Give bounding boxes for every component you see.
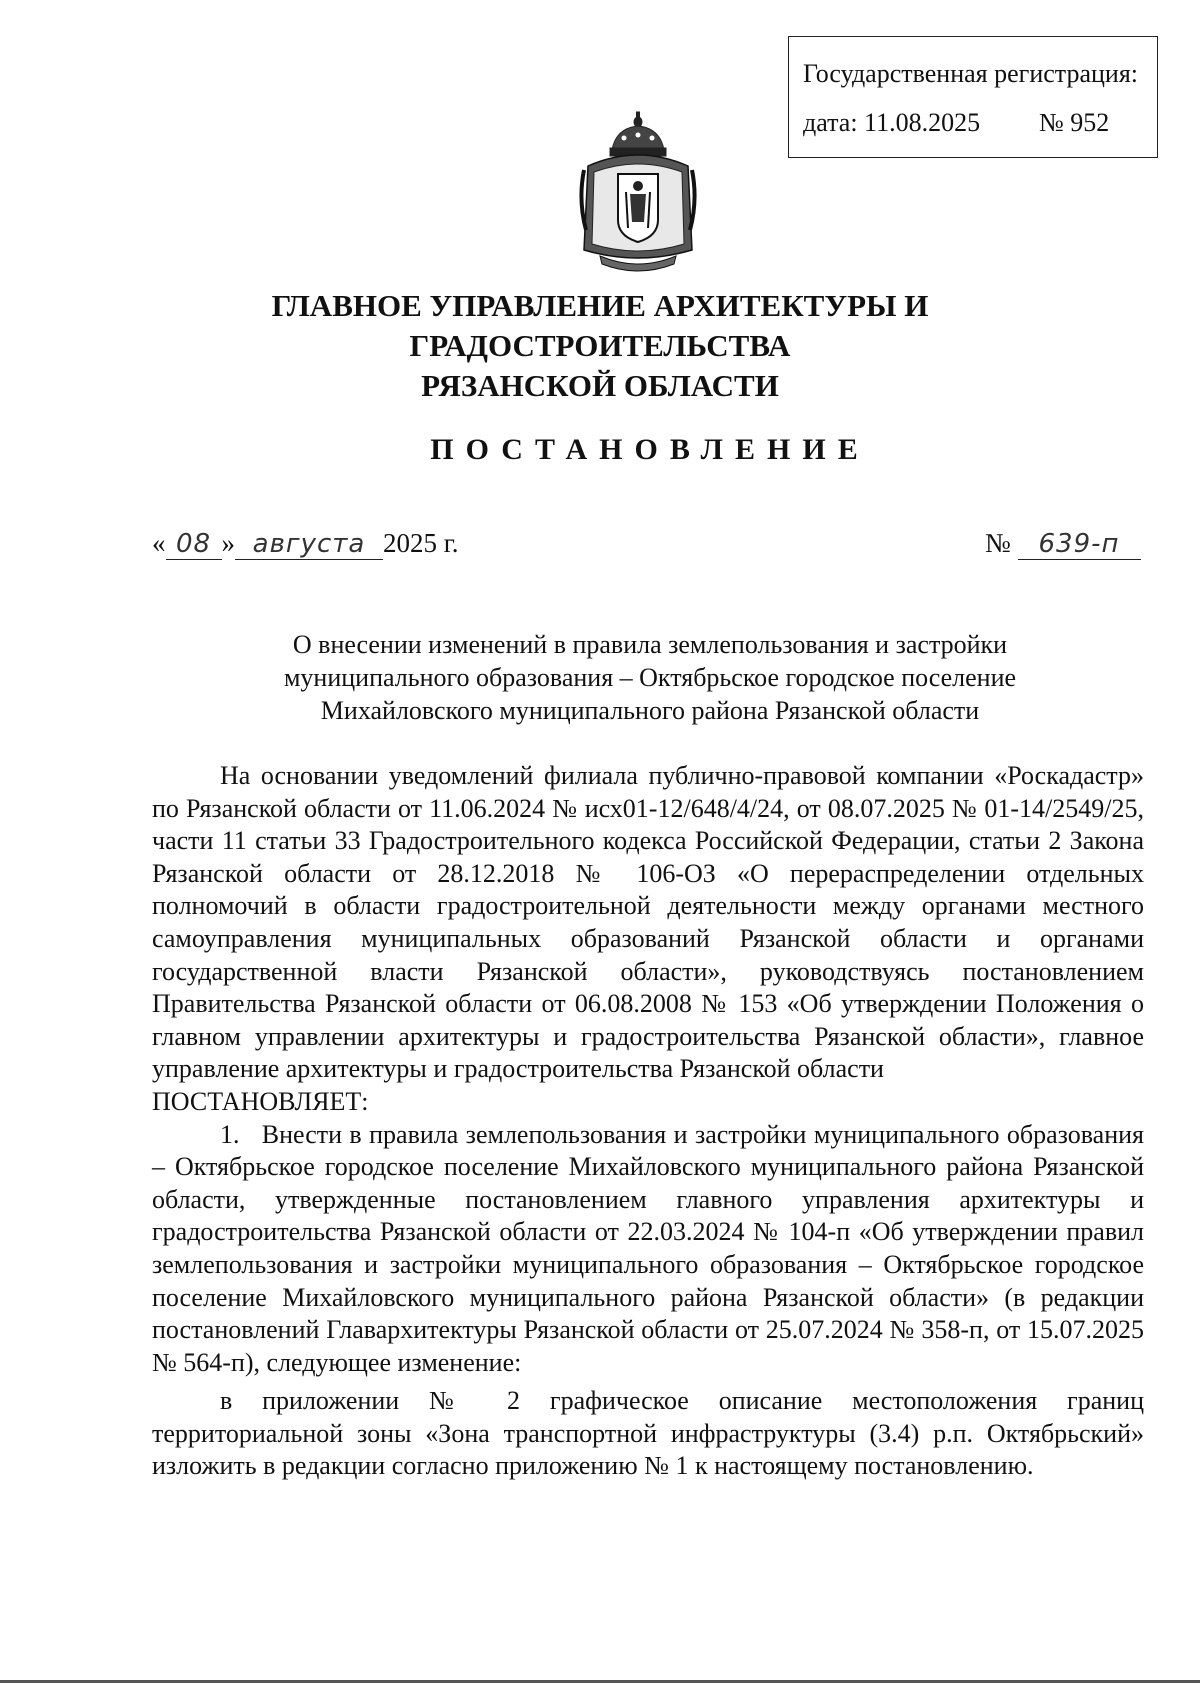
decree-word: ПОСТАНОВЛЯЕТ:: [152, 1086, 369, 1116]
subject-line-1: О внесении изменений в правила землепользования и застройки: [292, 630, 1008, 659]
number-value: 639-п: [1018, 529, 1141, 560]
subject-line-3: Михайловского муниципального района Рязанской области: [320, 696, 980, 725]
document-body: [152, 760, 1144, 1483]
document-type-heading: ПОСТАНОВЛЕНИЕ: [430, 433, 870, 466]
date-open-quote: «: [152, 528, 166, 558]
registration-title: Государственная регистрация:: [803, 59, 1139, 88]
authority-line-1: ГЛАВНОЕ УПРАВЛЕНИЕ АРХИТЕКТУРЫ И ГРАДОСТРОИТЕЛЬСТВА: [271, 288, 929, 363]
date-close-quote: »: [221, 528, 235, 558]
date-month: августа: [235, 529, 383, 560]
number-sign: №: [985, 528, 1011, 558]
document-number: [985, 528, 1141, 560]
document-date: [152, 528, 459, 560]
date-year: 2025 г.: [383, 528, 459, 558]
registration-date: дата: 11.08.2025: [803, 108, 981, 137]
coat-of-arms-icon: [578, 110, 698, 276]
date-day: 08: [166, 529, 222, 560]
registration-number: № 952: [1039, 108, 1110, 137]
item-1-text: Внести в правила землепользования и застройки муниципального образования – Октябрьское городское поселение Михайловского муниципального района Рязанской области, утвержденные постановлением главного управления архитектуры и градостроительства Рязанской области от 22.03.2024 № 104-п «Об утверждении правил землепользования и застройки муниципального образования – Октябрьское городское поселение Михайловского муниципального района Рязанской области» (в редакции постановлений Главархитектуры Рязанской области от 25.07.2024 № 358-п, от 15.07.2025 № 564-п), следующее изменение:: [152, 1119, 1144, 1377]
item-1-detail-paragraph: в приложении № 2 графическое описание местоположения границ территориальной зоны «Зона транспортной инфраструктуры (3.4) р.п. Октябрьский» изложить в редакции согласно приложению № 1 к настоящему постановлению.: [152, 1386, 1144, 1481]
item-1-number: 1.: [220, 1119, 240, 1149]
subject-line-2: муниципального образования – Октябрьское городское поселение: [283, 663, 1017, 692]
document-subject: [150, 628, 1150, 727]
registration-stamp: [788, 36, 1158, 158]
preamble-paragraph: На основании уведомлений филиала публично-правовой компании «Роскадастр» по Рязанской области от 11.06.2024 № исх01-12/648/4/24, от 08.07.2025 № 01-14/2549/25, части 11 статьи 33 Градостроительного кодекса Российской Федерации, статьи 2 Закона Рязанской области от 28.12.2018 № 106-ОЗ «О перераспределении отдельных полномочий в области градостроительной деятельности между органами местного самоуправления муниципальных образований Рязанской области и органами государственной власти Рязанской области», руководствуясь постановлением Правительства Рязанской области от 06.08.2008 № 153 «Об утверждении Положения о главном управлении архитектуры и градостроительства Рязанской области», главное управление архитектуры и градостроительства Рязанской области: [152, 761, 1144, 1084]
issuing-authority: [100, 286, 1100, 406]
authority-line-2: РЯЗАНСКОЙ ОБЛАСТИ: [421, 368, 779, 403]
item-1-paragraph: [152, 1119, 1144, 1380]
page-bottom-edge: [0, 1680, 1200, 1683]
